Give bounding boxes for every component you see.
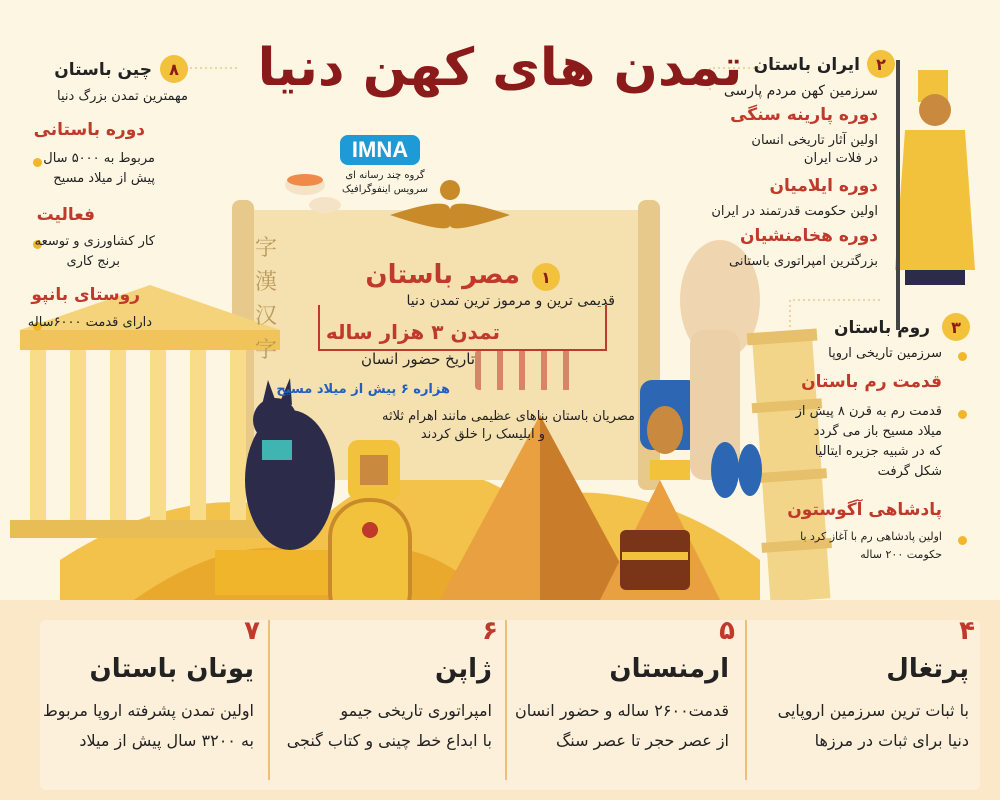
bullet-icon xyxy=(958,536,967,545)
rome-number: ۳ xyxy=(942,313,970,341)
sushi-icon xyxy=(285,174,341,213)
rome-text-2a: اولین پادشاهی رم با آغاز کرد با xyxy=(800,530,942,543)
pharaoh-mask-icon xyxy=(348,440,400,500)
rome-text-1c: که در شبیه جزیره ایتالیا xyxy=(814,444,942,459)
portugal-title: پرتغال xyxy=(886,654,969,684)
china-heading-1: دوره باستانی xyxy=(33,120,145,140)
logo xyxy=(340,135,420,165)
china-heading-3: روستای بانپو xyxy=(31,285,140,305)
japan-number: ۶ xyxy=(482,616,498,646)
iran-heading-2: دوره ایلامیان xyxy=(769,176,878,196)
rome-heading-2: پادشاهی آگوستون xyxy=(787,500,942,520)
iran-desc: سرزمین کهن مردم پارسی xyxy=(723,83,878,99)
bullet-icon xyxy=(958,410,967,419)
hieroglyph-figures-icon xyxy=(475,350,575,390)
rome-text-1d: شکل گرفت xyxy=(877,464,942,479)
china-text-2a: کار کشاورزی و توسعه xyxy=(34,234,155,249)
iran-text-3: بزرگترین امپراتوری باستانی xyxy=(728,254,878,269)
rome-heading-1: قدمت رم باستان xyxy=(801,372,942,392)
china-text-3: دارای قدمت ۶۰۰۰ساله xyxy=(27,315,152,330)
egypt-number: ۱ xyxy=(532,263,560,291)
iran-heading-3: دوره هخامنشیان xyxy=(739,226,878,246)
armenia-box xyxy=(505,610,749,790)
rome-text-1a: قدمت رم به قرن ۸ پیش از xyxy=(795,404,942,419)
armenia-title: ارمنستان xyxy=(609,654,729,684)
egypt-desc: قدیمی ترین و مرموز ترین تمدن دنیا xyxy=(406,293,615,309)
greece-number: ۷ xyxy=(244,616,260,646)
greece-title: یونان باستان xyxy=(89,654,254,684)
china-desc: مهمترین تمدن بزرگ دنیا xyxy=(57,89,188,104)
egypt-text-1: مصریان باستان بناهای عظیمی مانند اهرام ثلاثه xyxy=(382,409,635,424)
china-number: ۸ xyxy=(160,55,188,83)
chinese-characters: 字 漢 汉 字 xyxy=(254,236,277,363)
rome-text-1b: میلاد مسیح باز می گردد xyxy=(813,424,942,439)
armenia-text: قدمت۲۶۰۰ ساله و حضور انسان از عصر حجر تا عصر سنگ xyxy=(514,701,729,750)
persian-soldier-icon xyxy=(895,60,975,330)
china-title: چین باستان xyxy=(54,60,152,80)
iran-number: ۲ xyxy=(867,50,895,78)
logo-subtitle-2: سرویس اینفوگرافیک xyxy=(341,184,429,195)
rome-desc: سرزمین تاریخی اروپا xyxy=(828,346,942,361)
egypt-bc: هزاره ۶ پیش از میلاد مسیح xyxy=(276,382,450,397)
japan-title: ژاپن xyxy=(434,654,492,684)
egypt-text-2: و ابلیسک را خلق کردند xyxy=(420,427,545,442)
iran-text-2: اولین حکومت قدرتمند در ایران xyxy=(711,204,878,219)
egypt-history: تاریخ حضور انسان xyxy=(361,350,475,368)
japan-text: امپراتوری تاریخی جیمو با ابداع خط چینی و کتاب گنجی xyxy=(286,701,492,750)
bullet-icon xyxy=(958,352,967,361)
japan-box xyxy=(268,610,512,790)
rome-title: روم باستان xyxy=(833,318,930,338)
greece-box xyxy=(30,610,274,790)
portugal-number: ۴ xyxy=(959,616,975,646)
treasure-chest-icon xyxy=(620,530,690,590)
china-text-1b: پیش از میلاد مسیح xyxy=(53,171,155,186)
egypt-title: مصر باستان xyxy=(365,260,520,290)
greece-text: اولین تمدن پشرفته اروپا مربوط به ۳۲۰۰ سال پیش از میلاد xyxy=(43,701,254,750)
iran-text-1b: در فلات ایران xyxy=(803,151,878,166)
portugal-box xyxy=(745,610,989,790)
rome-text-2b: حکومت ۲۰۰ ساله xyxy=(860,548,942,561)
china-heading-2: فعالیت xyxy=(36,205,95,225)
china-text-1a: مربوط به ۵۰۰۰ سال xyxy=(43,151,155,166)
portugal-text: با ثبات ترین سرزمین اروپایی دنیا برای ثبات در مرزها xyxy=(777,701,969,750)
egypt-age: تمدن ۳ هزار ساله xyxy=(325,320,500,344)
armenia-number: ۵ xyxy=(719,616,735,646)
logo-subtitle-1: گروه چند رسانه ای xyxy=(345,170,425,181)
bullet-icon xyxy=(33,158,42,167)
iran-heading-1: دوره پارینه سنگی xyxy=(730,105,878,125)
iran-title: ایران باستان xyxy=(753,55,860,75)
logo-text: IMNA xyxy=(351,137,409,162)
page-title: تمدن های کهن دنیا xyxy=(257,38,743,98)
china-text-2b: برنج کاری xyxy=(66,254,120,269)
iran-text-1a: اولین آثار تاریخی انسان xyxy=(751,133,878,148)
